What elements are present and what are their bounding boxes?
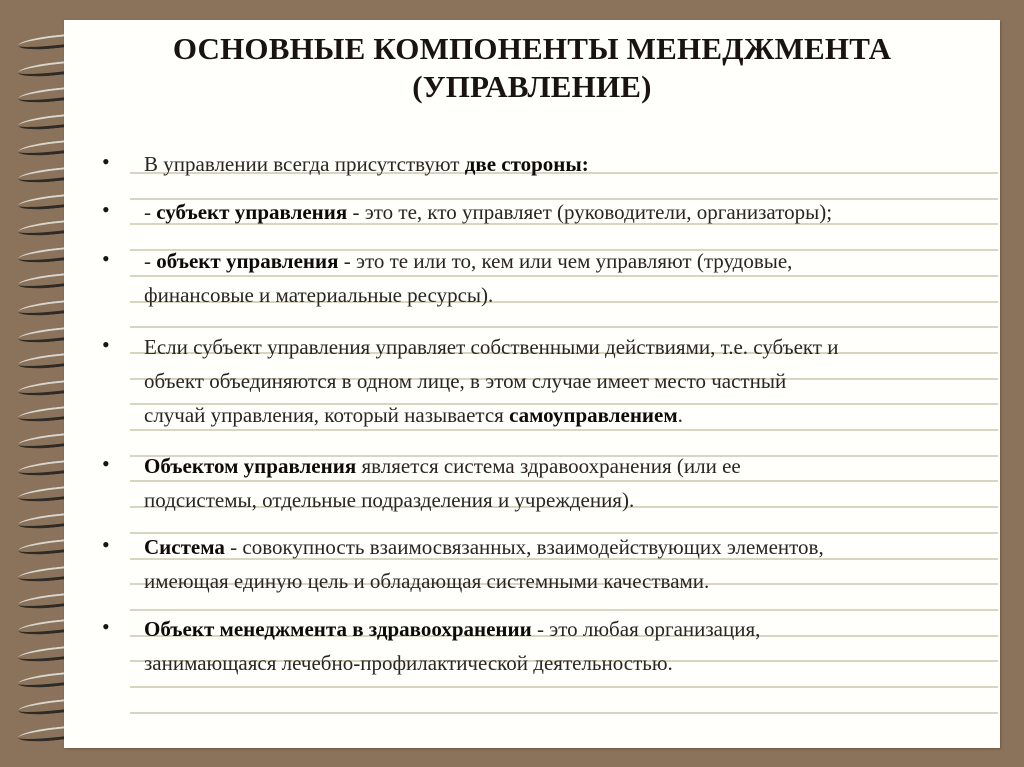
text-line (144, 244, 1004, 278)
bold-term: Система (144, 535, 225, 559)
text-run: В управлении всегда присутствуют (144, 152, 465, 176)
text-line (144, 530, 1004, 564)
list-item-text (144, 530, 1004, 598)
bullet-icon: • (102, 532, 110, 557)
list-item-text (144, 612, 1004, 680)
text-line (144, 612, 1004, 646)
bullet-icon: • (102, 197, 110, 222)
text-run: Если субъект управления управляет собственными действиями, т.е. субъект и (144, 335, 839, 359)
bold-term: объект управления (156, 249, 339, 273)
text-run: финансовые и материальные ресурсы). (144, 283, 494, 307)
list-item-text (144, 147, 1004, 181)
bold-term: субъект управления (156, 200, 348, 224)
text-line (144, 278, 1004, 312)
text-run: занимающаяся лечебно-профилактической деятельностью. (144, 651, 673, 675)
text-run: имеющая единую цель и обладающая системными качествами. (144, 569, 710, 593)
text-run: - это те, кто управляет (руководители, организаторы); (347, 200, 833, 224)
bullet-icon: • (102, 614, 110, 639)
text-run: - (144, 249, 157, 273)
text-line (144, 147, 1004, 181)
bullet-icon: • (102, 246, 110, 271)
text-run: . (677, 403, 683, 427)
ruled-line (130, 326, 998, 328)
ruled-line (130, 609, 998, 611)
list-item-text (144, 195, 1004, 229)
list-item-text (144, 449, 1004, 517)
bold-term: Объектом управления (144, 454, 357, 478)
text-line (144, 483, 1004, 517)
bullet-icon: • (102, 332, 110, 357)
text-line (144, 398, 1004, 432)
text-line (144, 364, 1004, 398)
bold-term: две стороны: (464, 152, 589, 176)
text-run: - (144, 200, 157, 224)
text-run: - это любая организация, (531, 617, 761, 641)
bullet-icon: • (102, 451, 110, 476)
title-line-1: ОСНОВНЫЕ КОМПОНЕНТЫ МЕНЕДЖМЕНТА (172, 31, 892, 66)
text-run: - совокупность взаимосвязанных, взаимодействующих элементов, (224, 535, 824, 559)
list-item-text (144, 330, 1004, 432)
text-line (144, 195, 1004, 229)
bold-term: Объект менеджмента в здравоохранении (144, 617, 532, 641)
ruled-line (130, 686, 998, 688)
title-line-2: (УПРАВЛЕНИЕ) (412, 69, 652, 104)
ruled-line (130, 712, 998, 714)
text-line (144, 564, 1004, 598)
text-line (144, 646, 1004, 680)
text-run: случай управления, который называется (144, 403, 510, 427)
bold-term: самоуправлением (509, 403, 678, 427)
text-run: является система здравоохранения (или ее (356, 454, 741, 478)
text-run: - это те или то, кем или чем управляют (трудовые, (338, 249, 793, 273)
text-run: подсистемы, отдельные подразделения и учреждения). (144, 488, 635, 512)
list-item-text (144, 244, 1004, 312)
bullet-icon: • (102, 149, 110, 174)
page-title (64, 30, 1000, 106)
text-line (144, 330, 1004, 364)
text-run: объект объединяются в одном лице, в этом случае имеет место частный (144, 369, 787, 393)
text-line (144, 449, 1004, 483)
